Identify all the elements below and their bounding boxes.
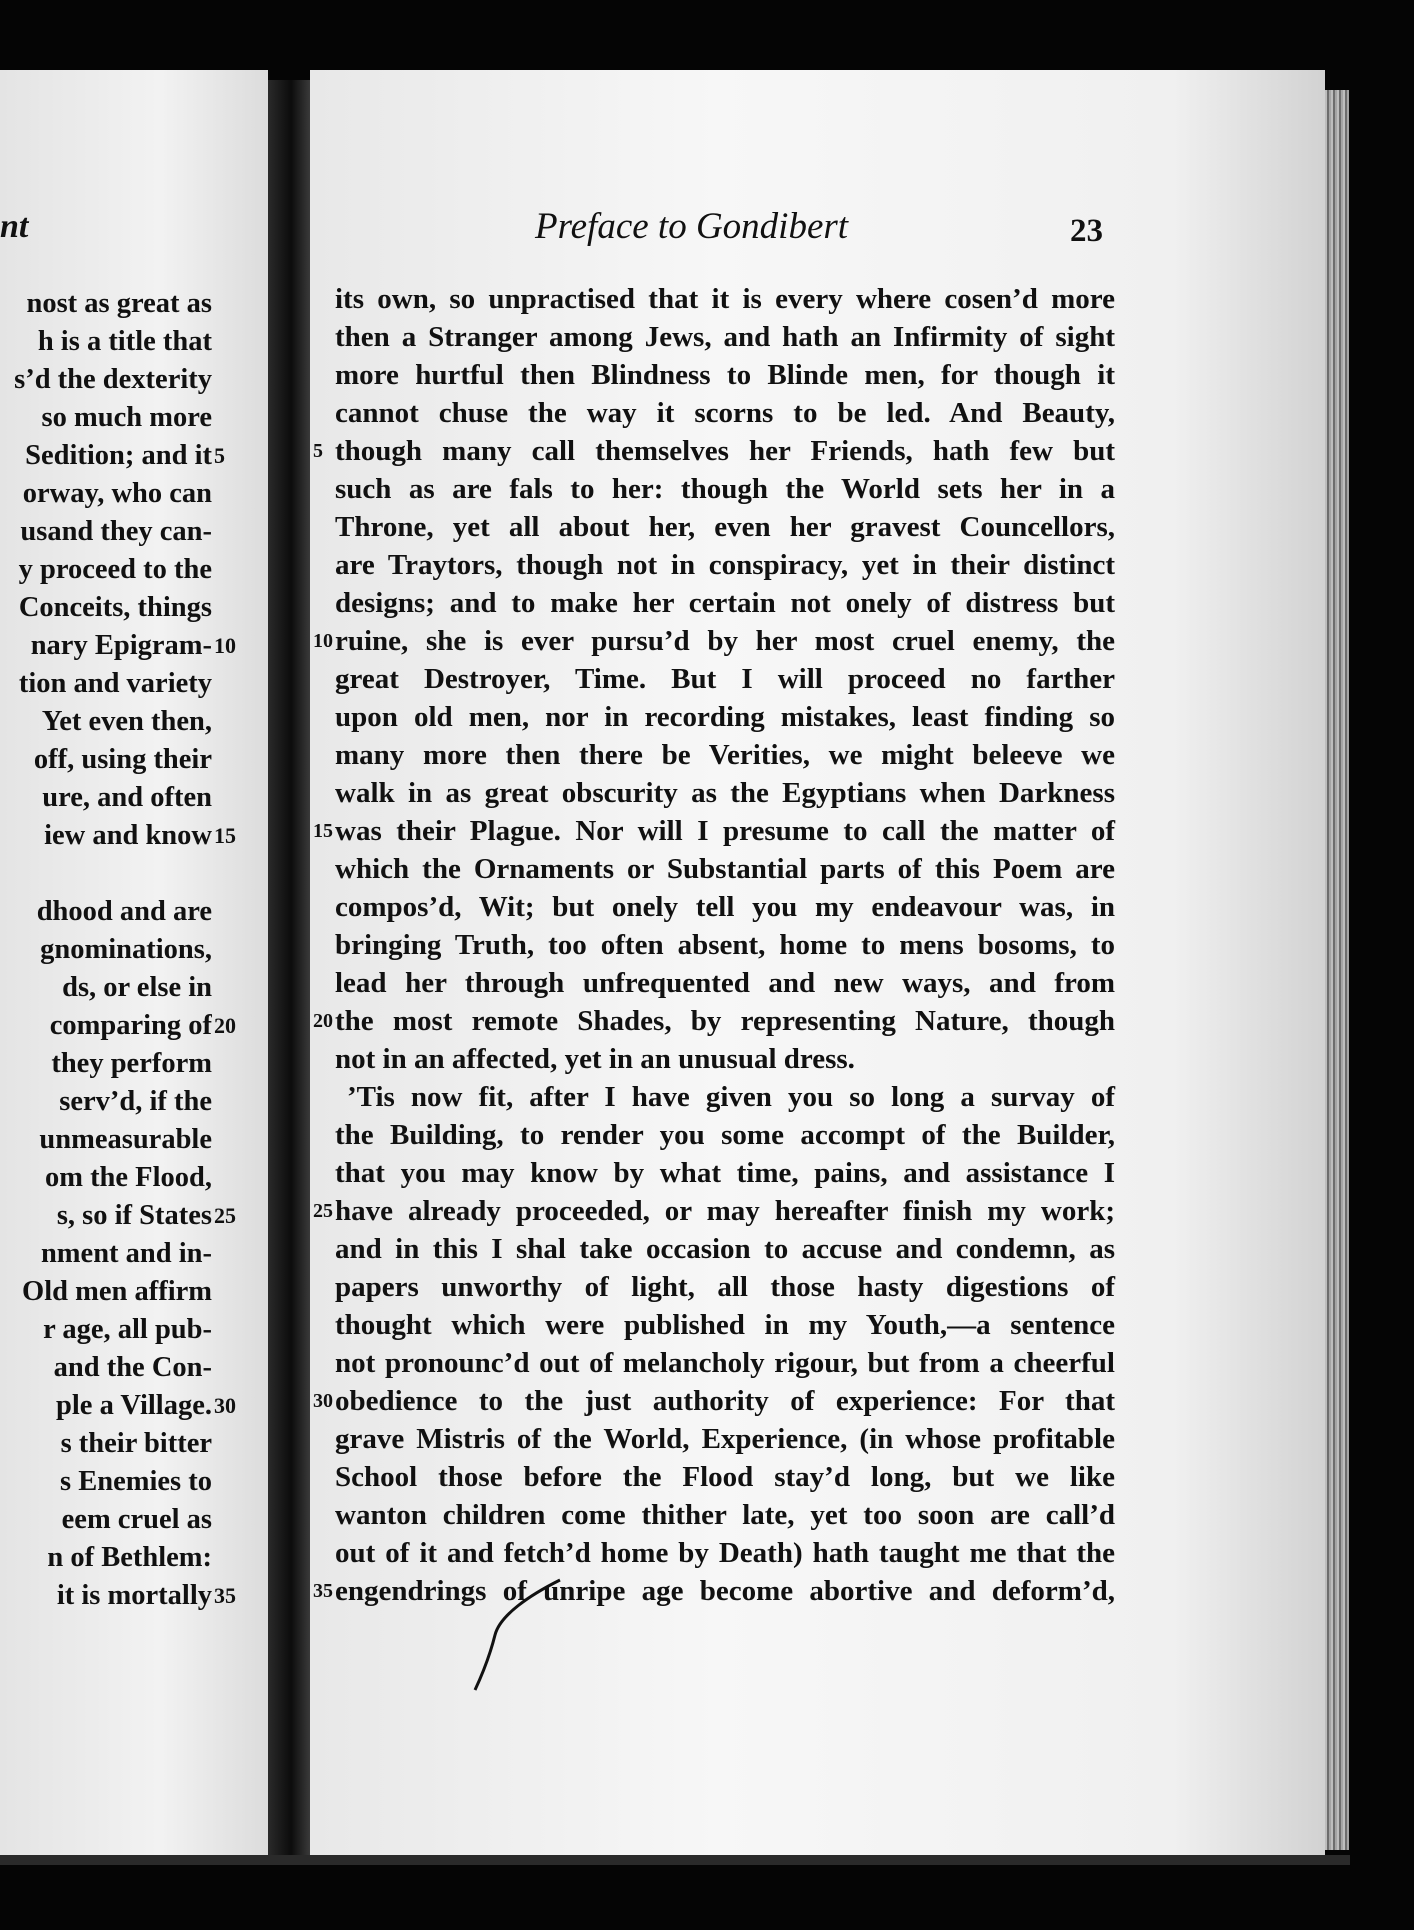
left-text-line: they perform <box>51 1048 212 1079</box>
left-line-number <box>212 475 264 513</box>
text-line: that you may know by what time, pains, and assistance I <box>335 1157 1115 1189</box>
page-edges <box>1325 90 1349 1850</box>
text-line: ruine, she is ever pursu’d by her most cruel enemy, the <box>335 625 1115 657</box>
line-number: 20 <box>313 1010 333 1032</box>
left-line-number <box>212 665 264 703</box>
page-number: 23 <box>1070 213 1103 249</box>
running-head: Preface to Gondibert <box>535 206 849 247</box>
text-line: many more then there be Verities, we might beleeve we <box>335 739 1115 771</box>
left-line-number <box>212 1235 264 1273</box>
left-line-number <box>212 1159 264 1197</box>
left-text-line: dhood and are <box>36 896 212 927</box>
left-text-line: r age, all pub- <box>43 1314 212 1345</box>
left-text-line: off, using their <box>33 744 212 775</box>
book-gutter <box>268 80 310 1860</box>
left-line-number <box>212 513 264 551</box>
text-line: thought which were published in my Youth,—a sentence <box>335 1309 1115 1341</box>
text-line: great Destroyer, Time. But I will proceed no farther <box>335 663 1115 695</box>
left-text-line: so much more <box>41 402 212 433</box>
text-line: not pronounc’d out of melancholy rigour, but from a cheerful <box>335 1347 1115 1379</box>
left-text-line: serv’d, if the <box>59 1086 212 1117</box>
left-text-line: om the Flood, <box>44 1162 212 1193</box>
left-text-line: comparing of <box>49 1010 212 1041</box>
left-text-line: ds, or else in <box>62 972 212 1003</box>
line-number: 15 <box>313 820 333 842</box>
left-text-line: Yet even then, <box>41 706 212 737</box>
left-text-line: and the Con- <box>53 1352 212 1383</box>
text-line: more hurtful then Blindness to Blinde men, for though it <box>335 359 1115 391</box>
left-line-number <box>212 741 264 779</box>
left-text-line: gnominations, <box>40 934 212 965</box>
pen-stroke-mark <box>460 1575 570 1695</box>
text-line: School those before the Flood stay’d long, but we like <box>335 1461 1115 1493</box>
left-line-number <box>212 779 264 817</box>
left-line-number <box>212 855 264 893</box>
text-line: papers unworthy of light, all those hasty digestions of <box>335 1271 1115 1303</box>
left-line-number <box>212 589 264 627</box>
text-line: compos’d, Wit; but onely tell you my endeavour was, in <box>335 891 1115 923</box>
left-text-line: nment and in- <box>40 1238 212 1269</box>
text-line: are Traytors, though not in conspiracy, yet in their distinct <box>335 549 1115 581</box>
left-text-line: unmeasurable <box>39 1124 212 1155</box>
left-line-number: 30 <box>214 1393 236 1418</box>
left-line-number <box>212 893 264 931</box>
text-line: and in this I shal take occasion to accuse and condemn, as <box>335 1233 1115 1265</box>
left-line-number: 25 <box>214 1203 236 1228</box>
left-text-line: h is a title that <box>37 326 212 357</box>
left-line-number <box>212 1121 264 1159</box>
left-line-number <box>212 969 264 1007</box>
left-text-line: s Enemies to <box>60 1466 212 1497</box>
text-line: wanton children come thither late, yet too soon are call’d <box>335 1499 1115 1531</box>
left-text-line: nary Epigram- <box>30 630 212 661</box>
left-line-number <box>212 285 264 323</box>
line-number: 5 <box>313 440 323 462</box>
text-line: walk in as great obscurity as the Egyptians when Darkness <box>335 777 1115 809</box>
line-number: 10 <box>313 630 333 652</box>
text-line: the most remote Shades, by representing Nature, though <box>335 1005 1115 1037</box>
left-line-number <box>212 1501 264 1539</box>
left-line-number <box>212 1045 264 1083</box>
left-text-line: s, so if States <box>56 1200 212 1231</box>
text-line: engendrings of unripe age become abortive and deform’d, <box>335 1575 1115 1607</box>
text-line: its own, so unpractised that it is every where cosen’d more <box>335 283 1115 315</box>
bottom-shadow <box>0 1855 1350 1865</box>
left-line-number <box>212 1539 264 1577</box>
left-text-line: s their bitter <box>60 1428 212 1459</box>
left-text-line: y proceed to the <box>18 554 212 585</box>
left-line-number <box>212 1425 264 1463</box>
left-text-line: Conceits, things <box>18 592 212 623</box>
left-text-line: Sedition; and it <box>25 440 212 471</box>
text-line: grave Mistris of the World, Experience, (in whose profitable <box>335 1423 1115 1455</box>
left-line-number <box>212 323 264 361</box>
left-text-line: eem cruel as <box>61 1504 212 1535</box>
left-line-number <box>212 551 264 589</box>
line-number: 35 <box>313 1580 333 1602</box>
text-line: which the Ornaments or Substantial parts of this Poem are <box>335 853 1115 885</box>
text-line: have already proceeded, or may hereafter finish my work; <box>335 1195 1115 1227</box>
left-text-line: ple a Village. <box>56 1390 212 1421</box>
left-text-line: orway, who can <box>22 478 212 509</box>
left-line-number <box>212 1349 264 1387</box>
left-line-number: 15 <box>214 823 236 848</box>
text-line: ’Tis now fit, after I have given you so long a survay of <box>347 1081 1115 1113</box>
left-running-head: nt <box>0 208 29 245</box>
text-line: was their Plague. Nor will I presume to call the matter of <box>335 815 1115 847</box>
text-line: out of it and fetch’d home by Death) hath taught me that the <box>335 1537 1115 1569</box>
left-line-number <box>212 399 264 437</box>
text-line: obedience to the just authority of experience: For that <box>335 1385 1115 1417</box>
text-line: though many call themselves her Friends, hath few but <box>335 435 1115 467</box>
left-line-number <box>212 1083 264 1121</box>
left-text-line: ure, and often <box>42 782 212 813</box>
text-line: Throne, yet all about her, even her gravest Councellors, <box>335 511 1115 543</box>
left-line-number <box>212 1273 264 1311</box>
text-line: such as are fals to her: though the World sets her in a <box>335 473 1115 505</box>
left-text-line: Old men affirm <box>22 1276 212 1307</box>
text-line: upon old men, nor in recording mistakes, least finding so <box>335 701 1115 733</box>
left-text-line: usand they can- <box>20 516 212 547</box>
left-text-line: iew and know <box>44 820 212 851</box>
line-number: 25 <box>313 1200 333 1222</box>
left-line-number <box>212 931 264 969</box>
left-text-line: tion and variety <box>18 668 212 699</box>
left-text-line: it is mortally <box>56 1580 212 1611</box>
text-line: cannot chuse the way it scorns to be led. And Beauty, <box>335 397 1115 429</box>
left-line-number <box>212 361 264 399</box>
left-line-number <box>212 1311 264 1349</box>
text-line: not in an affected, yet in an unusual dress. <box>335 1043 855 1075</box>
text-line: designs; and to make her certain not onely of distress but <box>335 587 1115 619</box>
left-text-line: n of Bethlem: <box>47 1542 212 1573</box>
left-line-number: 5 <box>214 443 225 468</box>
line-number: 30 <box>313 1390 333 1412</box>
left-text-line: nost as great as <box>26 288 212 319</box>
text-line: bringing Truth, too often absent, home to mens bosoms, to <box>335 929 1115 961</box>
text-line: lead her through unfrequented and new ways, and from <box>335 967 1115 999</box>
left-line-number: 35 <box>214 1583 236 1608</box>
left-line-number <box>212 703 264 741</box>
left-line-number <box>212 1463 264 1501</box>
left-line-number: 10 <box>214 633 236 658</box>
left-text-line <box>0 855 212 893</box>
left-line-number: 20 <box>214 1013 236 1038</box>
text-line: then a Stranger among Jews, and hath an Infirmity of sight <box>335 321 1115 353</box>
left-text-line: s’d the dexterity <box>14 364 212 395</box>
text-line: the Building, to render you some accompt of the Builder, <box>335 1119 1115 1151</box>
